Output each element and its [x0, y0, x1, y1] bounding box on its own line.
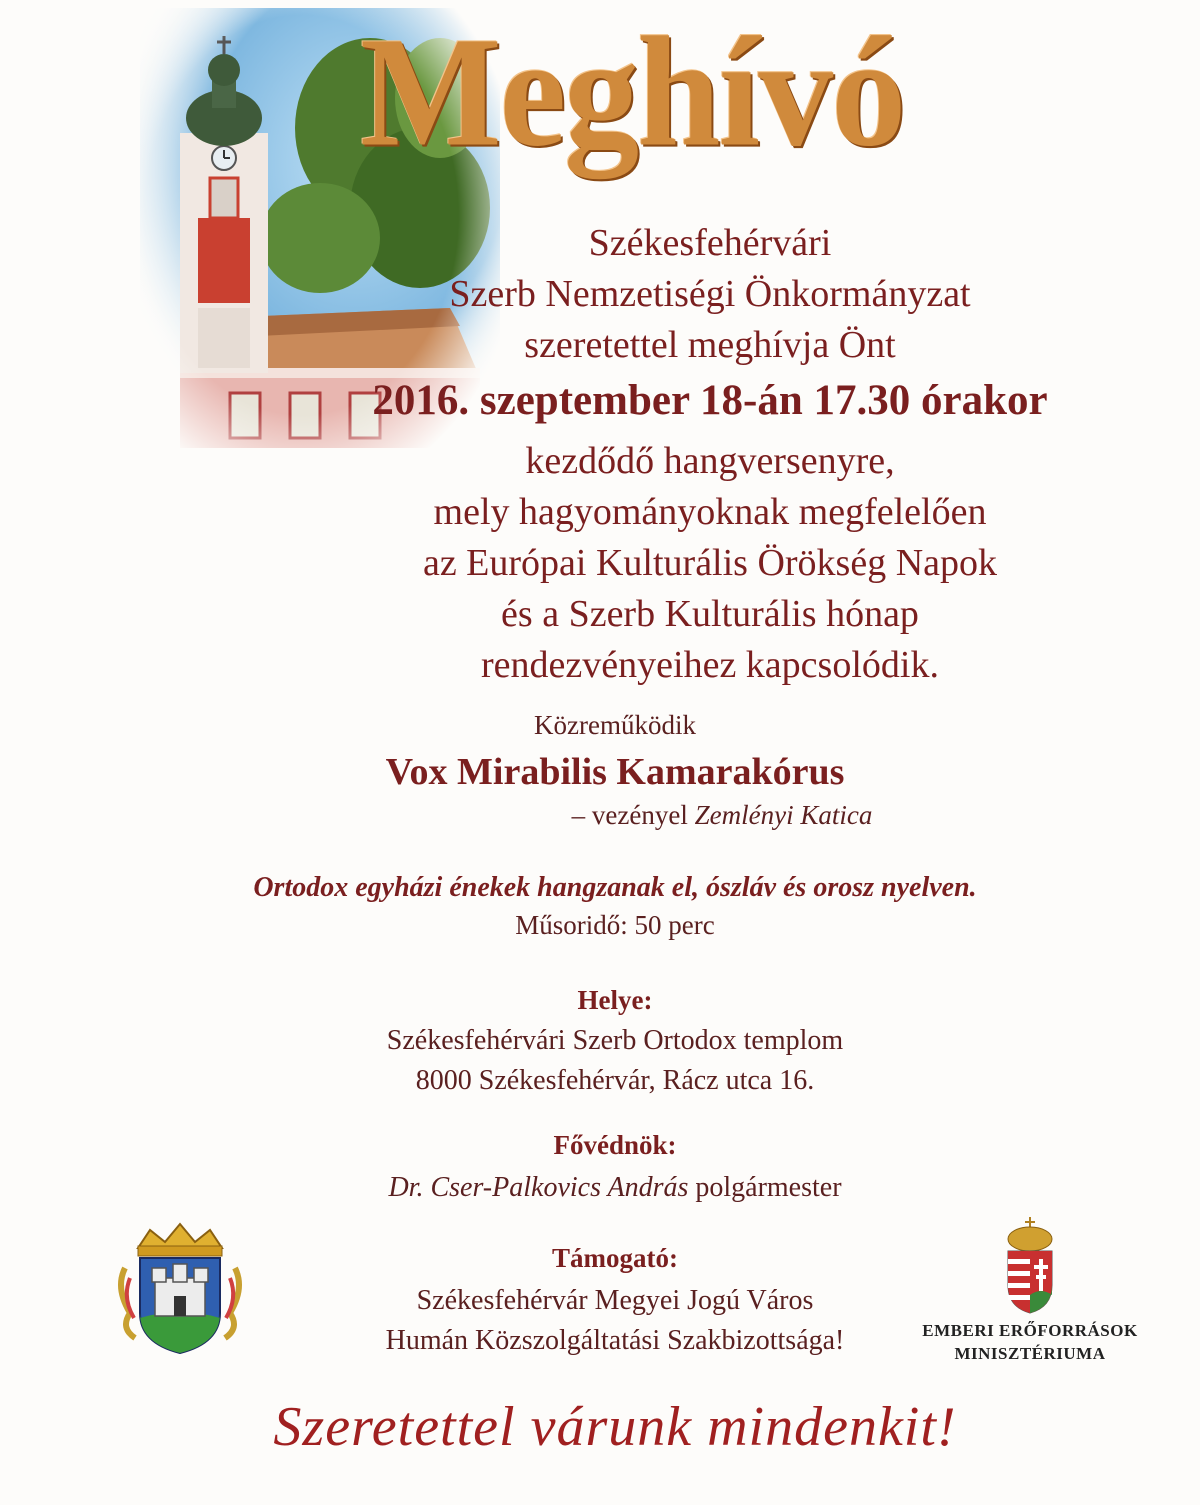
intro-block: [300, 218, 1120, 371]
patron-line: [300, 1172, 930, 1204]
sponsor-label: Támogató:: [552, 1243, 678, 1273]
event-date: 2016. szeptember 18-án 17.30 órakor: [372, 377, 1048, 424]
patron-name: Dr. Cser-Palkovics András: [388, 1172, 689, 1203]
venue-label: Helye:: [577, 985, 653, 1015]
sponsor-block: [300, 1281, 930, 1361]
description-line-4: és a Szerb Kulturális hónap: [501, 593, 919, 635]
sponsor-line-2: Humán Közszolgáltatási Szakbizottsága!: [385, 1325, 845, 1356]
ministry-name-line-2: MINISZTÉRIUMA: [954, 1344, 1106, 1363]
venue-line-2: 8000 Székesfehérvár, Rácz utca 16.: [415, 1065, 815, 1096]
choir-name: Vox Mirabilis Kamarakórus: [385, 751, 845, 793]
description-line-5: rendezvényeihez kapcsolódik.: [481, 644, 939, 686]
patron-role: polgármester: [695, 1172, 842, 1203]
sponsor-line-1: Székesfehérvár Megyei Jogú Város: [416, 1285, 814, 1316]
ministry-logo: [915, 1215, 1145, 1365]
description-line-1: kezdődő hangversenyre,: [525, 440, 895, 482]
venue-line-1: Székesfehérvári Szerb Ortodox templom: [386, 1025, 844, 1056]
venue-address: [300, 1021, 930, 1101]
contributor-label: Közreműködik: [534, 710, 696, 740]
description-line-2: mely hagyományoknak megfelelően: [433, 491, 987, 533]
patron-label: Fővédnök:: [553, 1130, 677, 1160]
intro-line-3: szeretettel meghívja Önt: [524, 324, 896, 366]
intro-line-2: Szerb Nemzetiségi Önkormányzat: [449, 273, 971, 315]
description-block: [300, 436, 1120, 691]
page-title: Meghívó: [360, 4, 905, 180]
city-coat-of-arms-icon: [110, 1218, 250, 1358]
ministry-name: [915, 1319, 1145, 1365]
program-duration: Műsoridő: 50 perc: [515, 910, 715, 940]
conductor-line: [300, 800, 1132, 831]
conductor-prefix: – vezényel: [571, 800, 688, 830]
closing-line: Szeretettel várunk mindenkit!: [273, 1396, 957, 1458]
conductor-name: Zemlényi Katica: [694, 800, 873, 830]
program-songs: Ortodox egyházi énekek hangzanak el, ószláv és orosz nyelven.: [253, 872, 977, 903]
ministry-name-line-1: EMBERI ERŐFORRÁSOK: [922, 1321, 1138, 1340]
description-line-3: az Európai Kulturális Örökség Napok: [422, 542, 998, 584]
hungarian-coat-of-arms-icon: [1003, 1215, 1057, 1315]
intro-line-1: Székesfehérvári: [588, 222, 832, 264]
